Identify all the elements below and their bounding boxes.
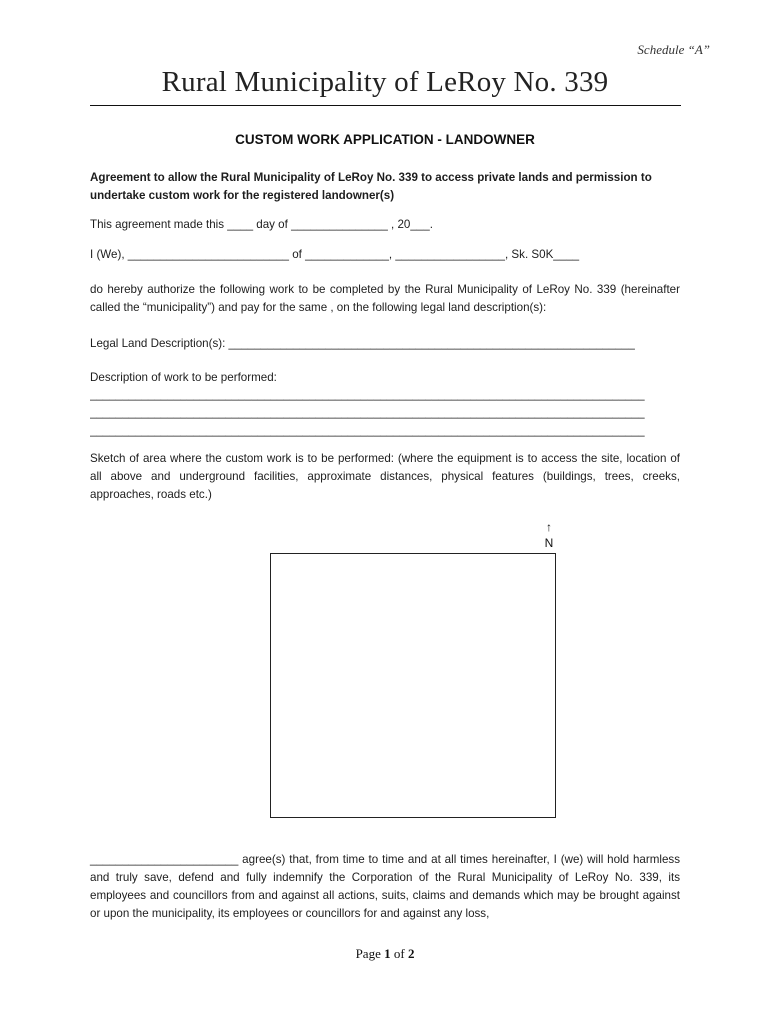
of-word: of <box>393 946 405 961</box>
agreement-date-line: This agreement made this ____ day of _______________ , 20___. <box>90 218 433 231</box>
north-label: N <box>544 536 554 550</box>
page-word: Page <box>355 946 381 961</box>
work-description-line-2: ______________________________________________________________________________________ <box>90 406 645 419</box>
north-arrow-icon: ↑ <box>546 520 552 534</box>
agreement-intro: Agreement to allow the Rural Municipality of LeRoy No. 339 to access private lands and permission to undertake custom work for the registered landowner(s) <box>90 171 652 202</box>
legal-land-description-line: Legal Land Description(s): _______________________________________________________________ <box>90 337 635 350</box>
work-description-label: Description of work to be performed: <box>90 371 277 384</box>
north-indicator <box>539 519 559 551</box>
work-description-lines <box>90 386 680 440</box>
schedule-label: Schedule “A” <box>637 42 710 57</box>
authorize-text: do hereby authorize the following work to be completed by the Rural Municipality of LeRoy No. 339 (hereinafter called the “municipality”) and pay for the same , on the following legal land description(s): <box>90 283 680 314</box>
page-number: 1 <box>384 946 391 961</box>
municipality-title: Rural Municipality of LeRoy No. 339 <box>161 66 609 98</box>
work-description-line-1: ______________________________________________________________________________________ <box>90 388 645 401</box>
work-description-line-3: ______________________________________________________________________________________ <box>90 424 645 437</box>
form-heading: CUSTOM WORK APPLICATION - LANDOWNER <box>235 132 535 147</box>
indemnity-text: _______________________ agree(s) that, from time to time and at all times hereinafter, I (we) will hold harmless and truly save, defend and fully indemnify the Corporation of the Rural Municipality of LeRoy No. 339, its employees and councillors from and against all actions, suits, claims and demands which may be brought against or upon the municipality, its employees or councillors for and against any loss, <box>90 853 680 920</box>
sketch-instructions: Sketch of area where the custom work is to be performed: (where the equipment is to access the site, location of all above and underground facilities, approximate distances, physical features (buildings, trees, creeks, approaches, roads etc.) <box>90 452 680 501</box>
page-total: 2 <box>407 946 415 961</box>
title-divider <box>90 105 681 106</box>
sketch-area-box <box>270 553 556 818</box>
page-footer <box>90 946 680 962</box>
landowner-name-line: I (We), _________________________ of _____________, _________________, Sk. S0K____ <box>90 248 580 261</box>
